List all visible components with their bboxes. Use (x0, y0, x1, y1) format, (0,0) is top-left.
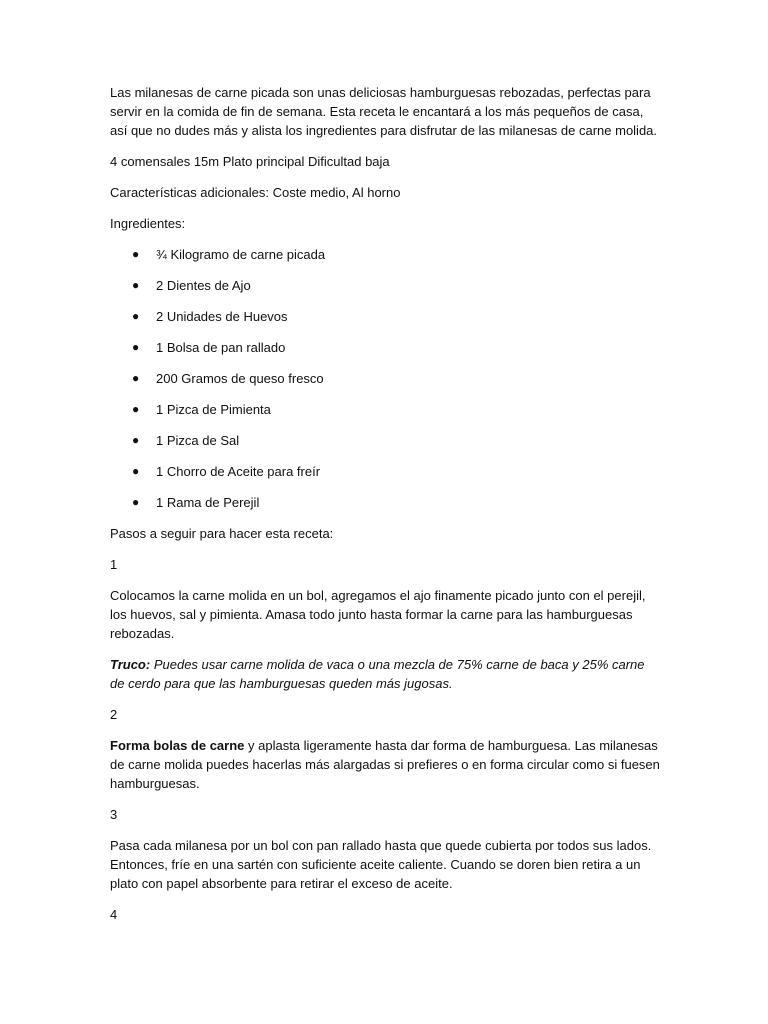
steps-heading: Pasos a seguir para hacer esta receta: (110, 526, 334, 541)
ingredient-text: 1 Pizca de Pimienta (156, 402, 271, 417)
tip-text: Puedes usar carne molida de vaca o una mezcla de 75% carne de baca y 25% carne de cerdo para que las hamburguesas queden más jugosas. (110, 657, 645, 691)
ingredient-text: 1 Rama de Perejil (156, 495, 260, 510)
intro-paragraph: Las milanesas de carne picada son unas deliciosas hamburguesas rebozadas, perfectas para servir en la comida de fin de semana. Esta receta le encantará a los más pequeños de casa, así que no dudes más y alista los ingredientes para disfrutar de las milanesas de carne molida. (110, 85, 658, 138)
ingredient-text: 200 Gramos de queso fresco (156, 371, 324, 386)
list-item (110, 431, 662, 450)
bullet-icon: ● (132, 433, 140, 447)
bullet-icon: ● (132, 371, 140, 385)
ingredient-text: 2 Dientes de Ajo (156, 278, 251, 293)
bullet-icon: ● (132, 309, 140, 323)
ingredient-text: 1 Chorro de Aceite para freír (156, 464, 321, 479)
list-item (110, 369, 662, 388)
list-item (110, 493, 662, 512)
list-item (110, 462, 662, 481)
bullet-icon: ● (132, 278, 140, 292)
tip-paragraph (110, 655, 662, 693)
step-number-1: 1 (110, 557, 118, 572)
list-item (110, 307, 662, 326)
ingredient-text: 2 Unidades de Huevos (156, 309, 288, 324)
bullet-icon: ● (132, 464, 140, 478)
ingredient-text: 1 Bolsa de pan rallado (156, 340, 286, 355)
step-3-text: Pasa cada milanesa por un bol con pan rallado hasta que quede cubierta por todos sus lados. Entonces, fríe en una sartén con suficiente aceite caliente. Cuando se doren bien retira a un plato con papel absorbente para retirar el exceso de aceite. (110, 838, 652, 891)
recipe-extra-features: Características adicionales: Coste medio, Al horno (110, 185, 401, 200)
step-2-paragraph (110, 736, 662, 793)
step-2-bold-lead: Forma bolas de carne (110, 738, 245, 753)
ingredient-text: 1 Pizca de Sal (156, 433, 240, 448)
step-2-text: y aplasta ligeramente hasta dar forma de hamburguesa. Las milanesas de carne molida puedes hacerlas más alargadas si prefieres o en forma circular como si fuesen hamburguesas. (110, 738, 660, 791)
bullet-icon: ● (132, 402, 140, 416)
step-number-4: 4 (110, 907, 118, 922)
list-item (110, 276, 662, 295)
bullet-icon: ● (132, 247, 140, 261)
ingredient-text: ¾ Kilogramo de carne picada (156, 247, 326, 262)
list-item (110, 338, 662, 357)
list-item (110, 400, 662, 419)
step-1-text: Colocamos la carne molida en un bol, agregamos el ajo finamente picado junto con el perejil, los huevos, sal y pimienta. Amasa todo junto hasta formar la carne para las hamburguesas rebozadas. (110, 588, 646, 641)
recipe-meta: 4 comensales 15m Plato principal Dificultad baja (110, 154, 390, 169)
step-number-2: 2 (110, 707, 118, 722)
ingredients-list (110, 245, 662, 512)
bullet-icon: ● (132, 495, 140, 509)
step-number-3: 3 (110, 807, 118, 822)
list-item (110, 245, 662, 264)
tip-label: Truco: (110, 657, 151, 672)
bullet-icon: ● (132, 340, 140, 354)
document-page (110, 83, 662, 936)
ingredients-heading: Ingredientes: (110, 216, 186, 231)
